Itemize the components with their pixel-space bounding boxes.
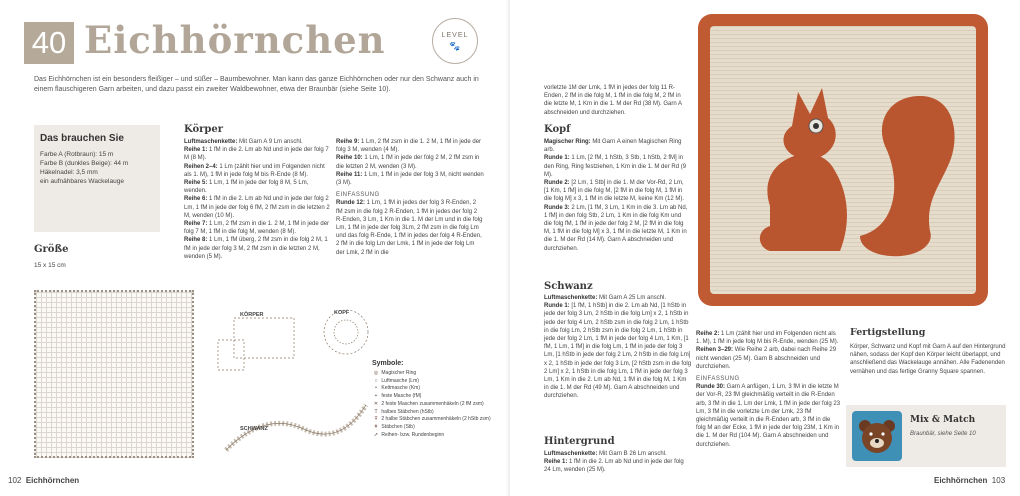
- einfassung-label: EINFASSUNG: [336, 192, 380, 199]
- materials-item: Farbe A (Rotbraun): 15 m: [40, 151, 114, 158]
- symbol-legend-title: Symbole:: [372, 360, 404, 367]
- paw-icon: 🐾: [449, 41, 461, 51]
- right-page: [510, 0, 1020, 496]
- materials-item: Farbe B (dunkles Beige): 44 m: [40, 160, 129, 167]
- diagram-label-kopf: KOPF: [334, 310, 350, 316]
- kopf-instructions: Magischer Ring: Mit Garn A einen Magischen Ring arb. Runde 1: 1 Lm, [2 fM, 1 hStb, 3 Stb, 1 hStb, 2 fM] in den Ring, Ring festziehen, 1 Km in die 1. M der Rd (9 M). Runde 2: [2 Lm, 1 Stb] in die 1. M der Vor-Rd, 2 Lm, [1 Km, 1 fM] in die folg M, [2 fM in die folg M, 1 fM in die folg M] x 3, 1 fM in die letzte M, keine Km (12 M). Runde 3: 2 Lm, [1 fM, 3 Lm, 1 Km in die 3. Lm ab Nd, 1 fM] in den folg Stb, 2 Lm, 1 Km in die folg Km und die folg fM, 1 fM in jede der folg 2 M, [2 fM in die folg M, 1 fM in die folg M] x 3, 1 fM in die letzte M, 1 Km in die 1. M der Rd (14 M). Garn A abschneiden und durchziehen.: [544, 139, 688, 252]
- bear-square-thumbnail: [852, 411, 902, 461]
- symbol-legend: [372, 360, 502, 439]
- symbol-item: T halbes Stäbchen (hStb): [374, 408, 434, 415]
- background-chart: [34, 290, 194, 458]
- intro-text: Das Eichhörnchen ist ein besonders fleißiger – und süßer – Baumbewohner. Man kann das ganze Eichhörnchen oder nur den Schwanz auch in einem flauschigeren Garn arbeiten, und dazu passt ein zweiter Waldbewohner, etwa der Braunbär (siehe Seite 10).: [34, 76, 479, 93]
- finishing-text: Körper, Schwanz und Kopf mit Garn A auf den Hintergrund nähen, sodass der Kopf den Körper leicht überlappt, und anschließend das Wackelauge annähen. Alle Fadenenden vernähen und das fertige Granny Square spannen.: [850, 344, 1006, 375]
- materials-item: ein aufnähbares Wackelauge: [40, 178, 124, 185]
- einfassung-label-right: EINFASSUNG: [696, 376, 740, 383]
- bear-icon: [852, 411, 902, 461]
- symbol-item: ➚ Reihen- bzw. Rundenbeginn: [373, 431, 445, 438]
- mix-match-reference: Braunbär, siehe Seite 10: [910, 431, 976, 437]
- squirrel-granny-square-photo: [698, 14, 988, 306]
- koerper-instructions: Luftmaschenkette: Mit Garn A 9 Lm anschl. Reihe 1: 1 fM in die 2. Lm ab Nd und in jede der folg 7 M (8 M). Reihen 2–4: 1 Lm (zählt hier und im Folgenden nicht als 1. M), 1 fM in jede folg M bis R-Ende (8 M). Reihe 5: 1 Lm, 1 fM in jede der folg 8 M, 5 Lm, wenden. Reihe 6: 1 fM in die 2. Lm ab Nd und in jede der folg 2 Lm, 1 fM in jede der folg 6 fM, 2 fM zsm in die letzten 2 M, wenden (10 M). Reihe 7: 1 Lm, 2 fM zsm in die 1. 2 M, 1 fM in jede der folg 7 M, 1 fM in die folg M, wenden (8 M). Reihe 8: 1 Lm, 1 fM überg, 2 fM zsm in die folg 2 M, 1 fM in jede der folg 3 M, 2 fM zsm in die letzten 2 M, wenden (5 M).: [184, 139, 330, 260]
- diagram-label-koerper: KÖRPER: [240, 312, 264, 318]
- size-heading: Größe: [34, 244, 69, 255]
- squirrel-motif: [710, 26, 976, 294]
- symbol-item: ◎ Magischer Ring: [373, 370, 417, 376]
- schwanz-heading: Schwanz: [544, 281, 593, 292]
- materials-item: Häkelnadel: 3,5 mm: [40, 169, 98, 176]
- materials-title: Das brauchen Sie: [40, 133, 124, 144]
- kopf-heading: Kopf: [544, 124, 571, 135]
- symbol-item: ✕ 2 feste Maschen zusammenhäkeln (2 fM zsm): [373, 400, 484, 407]
- diagram-label-schwanz: SCHWANZ: [240, 426, 268, 432]
- hintergrund-instructions: Luftmaschenkette: Mit Garn B 26 Lm anschl. Reihe 1: 1 fM in die 2. Lm ab Nd und in jede der folg 24 Lm, wenden (25 M).: [544, 451, 684, 474]
- materials-box: [34, 125, 160, 232]
- folio-left: 102 Eichhörnchen: [8, 476, 80, 485]
- hintergrund-instructions-col2: Reihe 2: 1 Lm (zählt hier und im Folgenden nicht als 1. M), 1 fM in jede folg M bis R-Ende, wenden (25 M). Reihen 3–29: Wie Reihe 2 arb, dabei nach Reihe 29 nicht wenden (25 M). Garn B abschneiden und durchziehen. EINFASSUNG Runde 30: Garn A anfügen, 1 Lm, 3 fM in die letzte M der Vor-R, 23 fM gleichmäßig verteilt in die R-Enden arb, 3 fM in die 1. Lm der Lmk, 1 fM in jede der folg 23 Lm, 3 fM in die vorletzte Lm der Lmk, 23 fM gleichmäßig verteilt in die R-Enden arb, 3 fM in die folg M an der Ecke, 1 fM in jede der folg 23M, 1 Km in die 1. M der Rd (104 M). Garn A abschneiden und durchziehen.: [696, 331, 841, 448]
- level-label: LEVEL: [441, 32, 469, 39]
- symbol-item: • Kettmasche (Km): [375, 385, 421, 392]
- page-title: Eichhörnchen: [84, 18, 386, 62]
- finishing-heading: Fertigstellung: [850, 327, 926, 338]
- koerper-instructions-col2: Reihe 9: 1 Lm, 2 fM zsm in die 1. 2 M, 1 fM in jede der folg 3 M, wenden (4 M). Reihe 10: 1 Lm, 1 fM in jede der folg 2 M, 2 fM zsm in die letzten 2 M, wenden (3 M). Reihe 11: 1 Lm, 1 fM in jede der folg 3 M, nicht wenden (3 M). EINFASSUNG Runde 12: 1 Lm, 1 fM in jedes der folg 3 R-Enden, 2 fM zsm in die folg 2 R-Enden, 1 fM in jedes der folg 2 R-Enden, 3 Lm, 1 Km in die 1. M der Lm und in die folg Lm, 1 fM in jede der folg 3Lm, 2 fM zsm in die folg Lm und das folg R-Ende, 1 fM in jedes der folg 4 R-Enden, 2 fM in die folg Lm der Lmk, 1 fM in jede der folg Lm der Lmk, 2 fM in die: [336, 139, 484, 256]
- folio-right: Eichhörnchen 103: [934, 476, 1006, 485]
- finishing-section: [850, 327, 1010, 376]
- symbol-item: ǂ Stäbchen (Stb): [374, 423, 415, 430]
- schwanz-instructions: Luftmaschenkette: Mit Garn A 25 Lm anschl. Runde 1: [1 fM, 1 hStb] in die 2. Lm ab Nd, [1 hStb in jede der folg 3 Lm, 2 hStb in die folg Lm] x 2, 1 hStb in jede der folg 4 Lm, 2 hStb zsm in die folg 2 Lm, 1 hStb in die folg Lm, 2 hStb zsm in die folg 2 Lm, 1 hStb in jede der folg 2 Lm, 1 fM in jede der folg 4 Lm, 1 Km, [1 fM, 1 Lm, 1 fM] in die folg Lm, 1 fM in jede der folg 3 Lm, [1 hStb in jede der folg 2 Lm, 2 hStb in die folg Lm] x 2, 1 hStb in jede der folg 3 Lm, [2 hStb zsm in die folg 2 Lm] x 2, 1 hStb in die folg Lm, 1 fM in jede der folg 3 Lm, 1 Km in die 2. Lm ab Nd, 1 fM in die folg M, 1 Km in die 1. M der Rd (49 M). Garn A abschneiden und durchziehen.: [544, 295, 692, 400]
- symbol-item: Ŧ 2 halbe Stäbchen zusammenhäkeln (2 hStb zsm): [374, 416, 491, 423]
- crochet-diagrams: [206, 300, 376, 470]
- symbol-item: + feste Masche (fM): [374, 393, 422, 400]
- symbol-item: ○ Luftmasche (Lm): [374, 377, 419, 384]
- size-value: 15 x 15 cm: [34, 262, 66, 269]
- hintergrund-heading: Hintergrund: [544, 436, 615, 447]
- mix-match-title: Mix & Match: [910, 415, 976, 425]
- level-badge: [432, 18, 478, 64]
- kopf-intro: vorletzte 1M der Lmk, 1 fM in jedes der folg 11 R-Enden, 2 fM in die folg M, 1 fM in die folg M, 2 fM in die letzte M, 1 Km in die 1. M der Rd (38 M). Garn A abschneiden und durchziehen.: [544, 85, 682, 116]
- pattern-number: 40: [24, 22, 74, 64]
- mix-match-box: [846, 405, 1006, 467]
- koerper-heading: Körper: [184, 124, 224, 135]
